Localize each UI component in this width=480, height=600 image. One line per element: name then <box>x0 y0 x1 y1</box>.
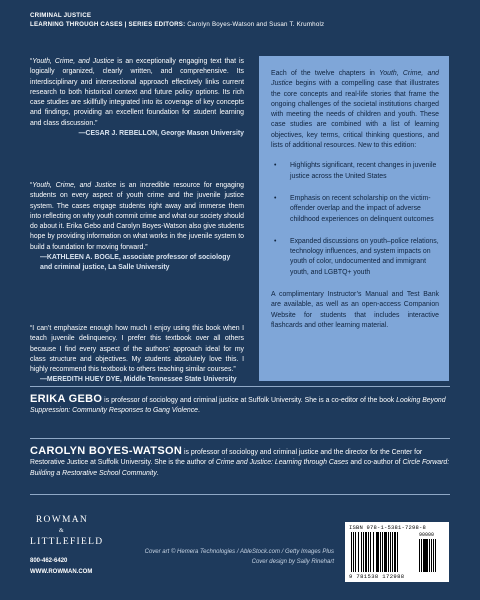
series-editors-label: LEARNING THROUGH CASES | SERIES EDITORS: <box>30 21 186 28</box>
new-edition-list <box>271 161 439 278</box>
book-title: Youth, Crime, and Justice <box>32 58 115 65</box>
series-editors-line <box>30 20 324 29</box>
book-title: Circle Forward: Building a Restorative School Community <box>30 459 450 477</box>
endorsement-2 <box>30 181 244 274</box>
bullet-icon: • <box>274 162 277 170</box>
endorsement-text: “I can’t emphasize enough how much I enjoy using this book when I teach juvenile delinquency. I prefer this textbook over all others because I find every aspect of the authors’ approach ideal for my class structure and objectives. My students absolutely love this. I highly recommend this textbook to others teaching similar courses.” <box>30 325 244 374</box>
publisher-contact <box>30 556 94 578</box>
endorsement-attribution: —KATHLEEN A. BOGLE, associate professor of sociology and criminal justice, La Salle University <box>40 254 231 272</box>
barcode-stripe <box>435 539 436 572</box>
description-intro: Each of the twelve chapters in Youth, Crime, and Justice begins with a compelling case that illustrates the core concepts and real-life stories that frame the ongoing challenges of the societal institutions charged with meeting the needs of children and youth. These case studies are combined with a list of learning objectives, key terms, critical thinking questions, and lists of additional resources. New to this edition: <box>271 70 439 150</box>
isbn-text: ISBN 978-1-5381-7298-8 <box>349 524 427 531</box>
cover-credits <box>144 548 334 567</box>
publisher-logo: ROWMAN & LITTLEFIELD <box>30 515 104 547</box>
publisher-phone: 800-462-6420 <box>30 558 68 564</box>
barcode-bars <box>351 532 413 572</box>
price-code: 90000 <box>419 532 435 538</box>
endorsement-attribution: —MEREDITH HUEY DYE, Middle Tennessee State University <box>40 376 237 384</box>
book-description-box <box>259 56 449 381</box>
description-outro: A complimentary Instructor’s Manual and Test Bank are available, as well as an open-access Companion Website for students that includes interactive flashcards and other learning material. <box>271 291 439 329</box>
bullet-icon: • <box>274 237 277 245</box>
series-name: CRIMINAL JUSTICE <box>30 12 92 19</box>
price-barcode-bars <box>419 539 443 572</box>
endorsement-text: “Youth, Crime, and Justice is an incredible resource for engaging students on every aspect of youth crime and the juvenile justice system. The cases engage students right away and immerse them into reflecting on why youth commit crime and what our society should do about it. Erika Gebo and Carolyn Boyes-Watson also give students hope by providing information on what works in the juvenile system to build a foundation for moving forward.” <box>30 182 244 251</box>
author-bio-boyes-watson: CAROLYN BOYES-WATSON is professor of sociology and criminal justice and the director for the Center for Restorative Justice at Suffolk University. She is the author of Crime and Justice: Learning through Cases and co-author of Circle Forward: Building a Restorative School Community. <box>30 445 450 477</box>
endorsement-3 <box>30 324 244 386</box>
cover-art-credit: Cover art © Hemera Technologies / AbleStock.com / Getty Images Plus <box>144 549 334 555</box>
book-title: Youth, Crime, and Justice <box>32 182 117 189</box>
book-title: Crime and Justice: Learning through Cases <box>215 459 349 467</box>
bullet-icon: • <box>274 194 277 202</box>
publisher-block <box>30 515 104 578</box>
book-title: Looking Beyond Suppression: Community Responses to Gang Violence <box>30 397 446 415</box>
publisher-website: WWW.ROWMAN.COM <box>30 569 93 575</box>
endorsement-attribution: —CESAR J. REBELLON, George Mason University <box>78 130 244 138</box>
list-item: • Highlights significant, recent changes in juvenile justice across the United States <box>274 162 437 180</box>
divider <box>30 386 450 387</box>
list-item: • Expanded discussions on youth–police relations, technology influences, and system impacts on youth of color, undocumented and immigrant youth, and LGBTQ+ youth <box>274 237 439 276</box>
endorsement-text: “Youth, Crime, and Justice is an exceptionally engaging text that is logically organized, clearly written, and comprehensive. Its interdisciplinary and intersectional approach effectively links current research to both historical context and future policy options. Its rich case studies are skillfully integrated into its coverage of key concepts and findings, providing an excellent foundation for student learning and class discussion.” <box>30 58 245 127</box>
series-editors-names: Carolyn Boyes-Watson and Susan T. Krumholz <box>185 21 325 28</box>
divider <box>30 494 450 495</box>
cover-design-credit: Cover design by Sally Rinehart <box>251 558 334 565</box>
divider <box>30 438 450 439</box>
barcode-digits: 9 781538 172988 <box>349 573 405 580</box>
endorsement-1 <box>30 57 244 139</box>
list-item: • Emphasis on recent scholarship on the victim-offender overlap and the impact of adverse childhood experiences on delinquent outcomes <box>274 194 434 223</box>
author-bio-gebo: ERIKA GEBO is professor of sociology and criminal justice at Suffolk University. She is a co-editor of the book Looking Beyond Suppression: Community Responses to Gang Violence. <box>30 393 446 415</box>
author-name: ERIKA GEBO <box>30 393 103 405</box>
book-title: Youth, Crime, and Justice <box>271 70 439 88</box>
series-header <box>30 11 324 29</box>
author-name: CAROLYN BOYES-WATSON <box>30 445 183 457</box>
barcode-stripe <box>398 532 399 572</box>
isbn-barcode <box>345 522 449 582</box>
